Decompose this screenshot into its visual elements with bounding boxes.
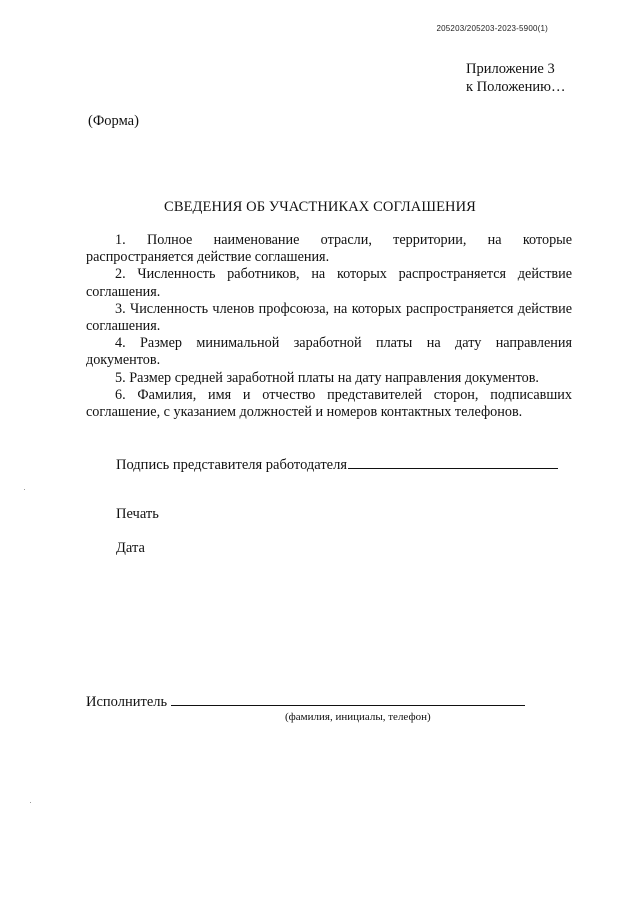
list-item: 5. Размер средней заработной платы на дату направления документов. bbox=[115, 369, 539, 386]
executor-row bbox=[86, 691, 525, 711]
list-item: 4. Размер минимальной заработной платы на дату направления документов. bbox=[86, 335, 572, 369]
list-item: 6. Фамилия, имя и отчество представителей сторон, подписавших соглашение, с указанием должностей и номеров контактных телефонов. bbox=[86, 386, 572, 421]
document-id: 205203/205203-2023-5900(1) bbox=[436, 24, 548, 33]
stamp-label: Печать bbox=[116, 506, 159, 522]
appendix-note bbox=[466, 60, 565, 96]
executor-blank-line[interactable] bbox=[171, 691, 525, 706]
scan-speck bbox=[30, 802, 31, 803]
executor-label: Исполнитель bbox=[86, 694, 168, 710]
appendix-line-1: Приложение 3 bbox=[466, 61, 555, 77]
executor-hint: (фамилия, инициалы, телефон) bbox=[285, 711, 431, 723]
form-label: (Форма) bbox=[88, 113, 139, 129]
list-item: 3. Численность членов профсоюза, на которых распространяется действие соглашения. bbox=[86, 300, 572, 335]
list-item: 1. Полное наименование отрасли, территории, на которые распространяется действие соглашения. bbox=[86, 232, 572, 266]
signature-blank-line[interactable] bbox=[348, 454, 558, 469]
signature-label: Подпись представителя работодателя bbox=[116, 457, 348, 473]
items-list bbox=[86, 232, 572, 421]
appendix-line-2: к Положению… bbox=[466, 79, 566, 95]
scan-speck bbox=[24, 489, 25, 490]
date-label: Дата bbox=[116, 540, 145, 556]
signature-row bbox=[116, 454, 558, 474]
list-item: 2. Численность работников, на которых распространяется действие соглашения. bbox=[86, 266, 572, 300]
document-title: СВЕДЕНИЯ ОБ УЧАСТНИКАХ СОГЛАШЕНИЯ bbox=[164, 199, 476, 215]
